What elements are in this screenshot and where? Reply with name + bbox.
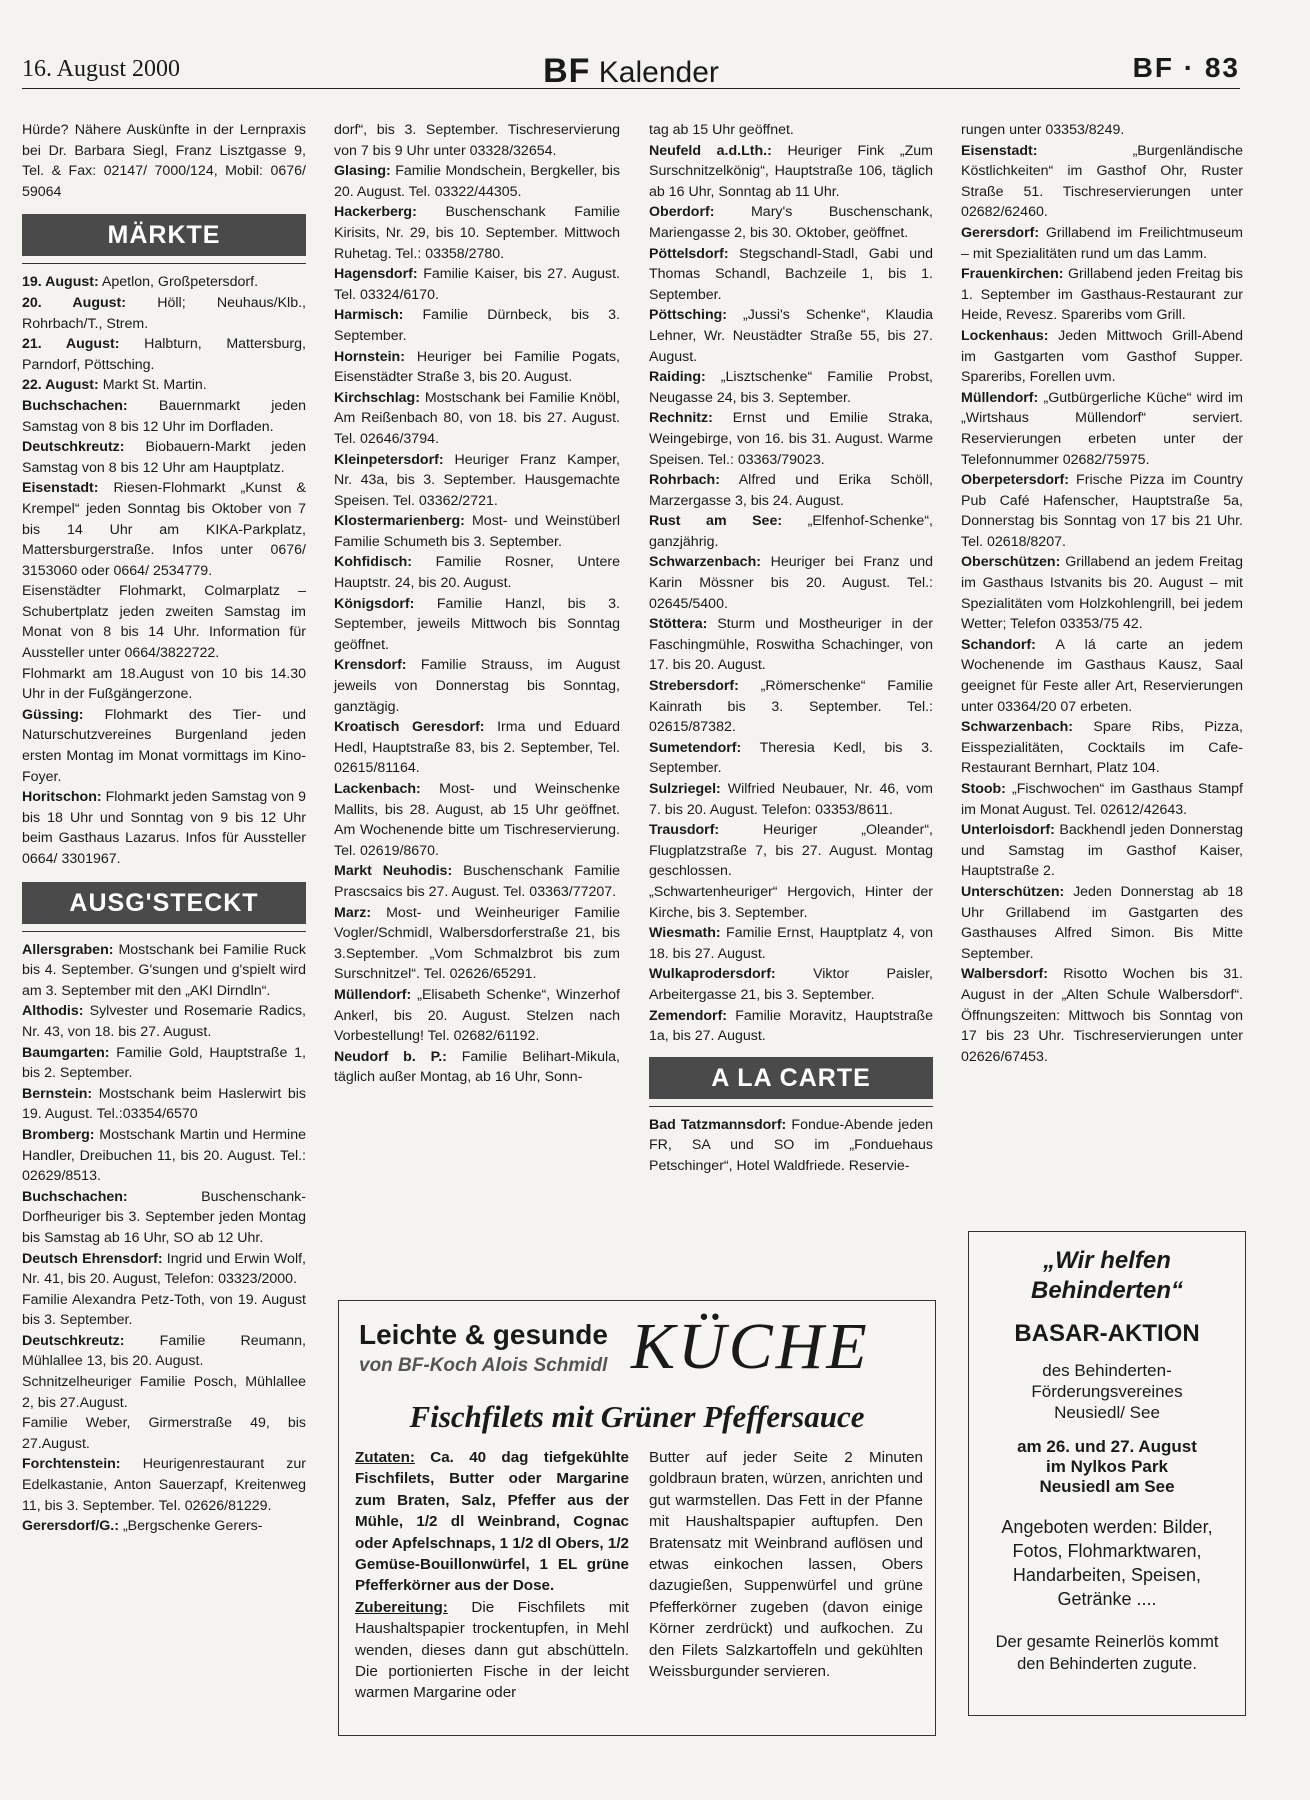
listing-entry (334, 861, 620, 902)
listing-text: Mostschank bei Familie Knöbl, Am Reißenbach 80, von 18. bis 27. August. Tel. 02646/3794. (334, 389, 620, 447)
recipe-heading: Leichte & gesunde (359, 1319, 608, 1350)
listing-text: Flohmarkt am 18.August von 10 bis 14.30 Uhr in der Fußgängerzone. (22, 665, 306, 703)
listing-text: rungen unter 03353/8249. (961, 122, 1125, 138)
listing-entry (961, 264, 1243, 326)
listing-text: Most- und Weinschenke Mallits, bis 28. August, ab 15 Uhr geöffnet. Am Wochenende bitte um Tischreservierung. Tel. 02619/8670. (334, 781, 620, 859)
listing-text: „Gutbürgerliche Küche“ wird im „Wirtshaus Müllendorf“ serviert. Reservierungen erbeten unter der Telefonnummer 02682/75975. (961, 389, 1243, 468)
listing-text: Schnitzelheuriger Familie Posch, Mühlallee 2, bis 27.August. (22, 1374, 306, 1411)
listing-place: Deutschkreutz: (22, 1332, 125, 1349)
listing-place: Lackenbach: (334, 781, 421, 797)
listing-entry (22, 478, 306, 581)
section-title-maerkte: MÄRKTE (22, 214, 306, 256)
section-header-maerkte (22, 214, 306, 264)
listing-entry (22, 787, 306, 869)
listing-entry (961, 820, 1243, 882)
listing-place: Unterloisdorf: (961, 822, 1055, 839)
listing-place: Raiding: (649, 369, 706, 386)
listing-text: Apetlon, Großpetersdorf. (101, 274, 259, 291)
listing-place: Eisenstadt: (961, 142, 1038, 159)
listing-place: Bernstein: (22, 1085, 93, 1102)
listing-text: Halbturn, Mattersburg, Parndorf, Pöttsching. (22, 336, 306, 373)
listing-text: „Lisztschenke“ Familie Probst, Neugasse 24, bis 3. September. (649, 369, 933, 406)
basar-offer-line2: Fotos, Flohmarktwaren, (1012, 1541, 1202, 1561)
basar-organizer (969, 1360, 1245, 1423)
listing-entry (22, 1125, 306, 1187)
maerkte-list (22, 272, 306, 869)
listing-entry (649, 1115, 933, 1177)
basar-offer-line4: Getränke .... (1057, 1589, 1157, 1609)
listing-text: Flohmarkt des Tier- und Naturschutzvereines Burgenland jeden ersten Montag im Monat vormittags im Kino-Foyer. (22, 706, 306, 785)
listing-entry (22, 272, 306, 293)
listing-entry (22, 1084, 306, 1125)
listing-text: Heuriger bei Familie Pogats, Eisenstädter Straße 3, bis 20. August. (334, 348, 621, 386)
listing-text: „Jussi's Schenke“, Klaudia Lehner, Wr. Neustädter Straße 55, bis 27. August. (649, 307, 933, 365)
listing-text: Bauernmarkt jeden Samstag von 8 bis 12 Uhr im Dorfladen. (22, 397, 306, 435)
listing-place: 22. August: (22, 377, 99, 394)
listing-place: Stöttera: (649, 616, 708, 633)
listing-text: Heuriger Fink „Zum Surschnitzelkönig“, Hauptstraße 106, täglich ab 16 Uhr, Sonntag ab 11 Uhr. (649, 142, 933, 200)
basar-org-line2: Förderungsvereines (1031, 1382, 1183, 1401)
intro-text: Hürde? Nähere Auskünfte in der Lernpraxis bei Dr. Barbara Siegl, Franz Lisztgasse 9, Tel. & Fax: 02147/ 7000/124, Mobil: 0676/ 59064 (22, 122, 306, 200)
listing-text: Jeden Mittwoch Grill-Abend im Gastgarten vom Gasthof Supper. Spareribs, Forellen uvm. (961, 327, 1243, 386)
basar-location-1: im Nylkos Park (1046, 1457, 1168, 1476)
listing-entry (961, 141, 1243, 223)
section-title-a-la-carte: A LA CARTE (649, 1057, 933, 1099)
listing-text: Irma und Eduard Hedl, Hauptstraße 83, bis 2. September, Tel. 02615/81164. (334, 719, 620, 777)
listing-text: Fondue-Abende jeden FR, SA und SO im „Fonduehaus Petschinger“, Hotel Waldfriede. Reservie- (649, 1116, 933, 1174)
listing-text: Frische Pizza im Country Pub Café Hafenscher, Hauptstraße 5a, Donnerstag bis Sonntag von 17 bis 21 Uhr. Tel. 02618/8207. (961, 472, 1243, 550)
basar-org-line3: Neusiedl/ See (1054, 1403, 1160, 1422)
listing-entry (22, 1454, 306, 1516)
listing-entry (22, 1187, 306, 1249)
listing-text: Ingrid und Erwin Wolf, Nr. 41, bis 20. August, Telefon: 03323/2000. (22, 1250, 306, 1288)
listing-entry (334, 450, 620, 512)
listing-place: Hornstein: (334, 348, 405, 365)
listing-entry (961, 964, 1243, 1067)
issue-date: 16. August 2000 (22, 56, 181, 82)
recipe-ingredients (355, 1447, 629, 1597)
listing-text: Mostschank Martin und Hermine Handler, Dreibuchen 11, bis 20. August. Tel.: 02629/8513. (22, 1126, 306, 1185)
listing-entry (961, 120, 1243, 141)
listing-text: Risotto Wochen bis 31. August in der „Alten Schule Walbersdorf“. Öffnungszeiten: Mittwoch bis Sonntag von 17 bis 23 Uhr. Tischreservierungen unter 02626/67453. (961, 966, 1243, 1065)
listing-entry (649, 511, 933, 552)
listing-text: Familie Kaiser, bis 27. August. Tel. 03324/6170. (334, 266, 620, 303)
listing-text: „Schwartenheuriger“ Hergovich, Hinter der Kirche, bis 3. September. (649, 883, 933, 921)
listing-entry (334, 903, 620, 985)
listing-entry (22, 940, 306, 1002)
listing-place: Schwarzenbach: (961, 719, 1073, 736)
recipe-preparation (355, 1597, 629, 1704)
listing-text: Familie Moravitz, Hauptstraße 1a, bis 27. August. (649, 1007, 933, 1045)
listing-place: Kroatisch Geresdorf: (334, 719, 485, 736)
listing-entry (22, 1290, 306, 1331)
listing-place: Müllendorf: (961, 389, 1039, 406)
listing-text: Familie Gold, Hauptstraße 1, bis 2. September. (22, 1044, 306, 1082)
listing-text: Familie Weber, Girmerstraße 49, bis 27.August. (22, 1415, 306, 1452)
preparation-text: Die Fischfilets mit Haushaltspapier trockentupfen, in Mehl wenden, dieses dann gut abschütteln. Die portionierten Fische in der leicht warmen Margarine oder (355, 1598, 629, 1702)
title-logo: BF (543, 52, 591, 90)
listing-place: 20. August: (22, 294, 127, 311)
basar-headline-line1: „Wir helfen (1043, 1247, 1171, 1274)
listing-entry (22, 581, 306, 663)
listing-place: Pöttelsdorf: (649, 245, 729, 262)
listing-place: Wulkaprodersdorf: (649, 966, 776, 983)
listing-entry (649, 820, 933, 882)
listing-entry (334, 1047, 620, 1088)
preparation-label: Zubereitung: (355, 1598, 448, 1616)
listing-text: Markt St. Martin. (102, 377, 207, 394)
listing-text: Most- und Weinstüberl Familie Schumeth bis 3. September. (334, 513, 620, 550)
listing-place: Glasing: (334, 163, 391, 180)
listing-text: Riesen-Flohmarkt „Kunst & Krempel“ jeden Sonntag bis Oktober von 7 bis 14 Uhr am KIKA-Parkplatz, Mattersburgerstraße. Infos unter 0676/ 3153060 oder 0664/ 2534779. (22, 480, 306, 579)
listing-place: Müllendorf: (334, 986, 412, 1003)
listing-text: A lá carte an jedem Wochenende im Gasthaus Kausz, Saal geeignet für Feste aller Art, Reservierungen unter 03364/20 07 erbeten. (961, 636, 1243, 715)
section-rule (22, 931, 306, 932)
recipe-box (338, 1300, 936, 1736)
listing-text: „Elfenhof-Schenke“, ganzjährig. (649, 513, 933, 550)
listing-text: Grillabend jeden Freitag bis 1. September im Gasthaus-Restaurant zur Heide, Revesz. Spareribs vom Grill. (961, 266, 1244, 324)
listing-entry (649, 305, 933, 367)
listing-text: Flohmarkt jeden Samstag von 9 bis 18 Uhr und Sonntag von 9 bis 12 Uhr beim Gasthaus Lazarus. Infos für Aussteller 0664/ 3301967. (22, 789, 306, 867)
listing-entry (649, 367, 933, 408)
listing-entry (334, 655, 620, 717)
listing-text: „Elisabeth Schenke“, Winzerhof Ankerl, bis 20. August. Stelzen nach Vorbestellung! Tel. 02682/61192. (334, 986, 620, 1045)
listing-text: Jeden Donnerstag ab 18 Uhr Grillabend im Gastgarten des Gasthauses Alfred Simon. Bis Mitte September. (961, 883, 1243, 962)
listing-place: Bad Tatzmannsdorf: (649, 1116, 787, 1133)
listing-place: Rust am See: (649, 513, 783, 530)
basar-ad-box (968, 1231, 1246, 1716)
listing-place: Lockenhaus: (961, 327, 1049, 344)
basar-title: BASAR-AKTION (1014, 1320, 1200, 1347)
listing-place: Marz: (334, 904, 372, 921)
listing-place: Deutsch Ehrensdorf: (22, 1250, 163, 1267)
listing-place: Forchtenstein: (22, 1456, 121, 1473)
listing-place: Unterschützen: (961, 883, 1065, 900)
column-3 (649, 120, 933, 1177)
listing-entry (649, 408, 933, 470)
column-2 (334, 120, 620, 1088)
listing-entry (961, 635, 1243, 717)
listing-entry (961, 779, 1243, 820)
listing-place: Stoob: (961, 781, 1006, 797)
listing-entry (22, 1043, 306, 1084)
listing-place: Althodis: (22, 1003, 84, 1020)
basar-offer-line1: Angeboten werden: Bilder, (1001, 1517, 1213, 1537)
listing-place: Neufeld a.d.Lth.: (649, 142, 772, 159)
listing-entry (22, 437, 306, 478)
listing-entry (649, 676, 933, 738)
listing-entry (22, 1249, 306, 1290)
listing-text: Grillabend im Freilichtmuseum – mit Spezialitäten rund um das Lamm. (961, 224, 1243, 262)
listing-place: Oberpetersdorf: (961, 472, 1069, 489)
listing-text: Buschenschank-Dorfheuriger bis 3. September jeden Montag bis Samstag ab 16 Uhr, SO ab 12 Uhr. (22, 1188, 306, 1246)
listing-text: Familie Belihart-Mikula, täglich außer Montag, ab 16 Uhr, Sonn- (334, 1048, 620, 1086)
listing-place: Krensdorf: (334, 657, 407, 674)
listing-entry (961, 326, 1243, 388)
listing-text: Ernst und Emilie Straka, Weingebirge, von 16. bis 31. August. Warme Speisen. Tel.: 03363/79023. (649, 410, 933, 468)
listing-entry (22, 293, 306, 334)
listing-entry (649, 614, 933, 676)
listing-place: 21. August: (22, 336, 120, 353)
ausgsteckt-list-cont-2 (649, 120, 933, 1047)
basar-date: am 26. und 27. August (1017, 1437, 1197, 1456)
listing-entry (334, 717, 620, 779)
listing-place: Deutschkreutz: (22, 439, 125, 456)
listing-text: dorf“, bis 3. September. Tischreservierung von 7 bis 9 Uhr unter 03328/32654. (334, 122, 620, 159)
listing-entry (22, 1001, 306, 1042)
listing-text: Sturm und Mostheuriger in der Faschingmühle, Roswitha Schachinger, von 17. bis 20. August. (649, 616, 933, 674)
listing-place: Kleinpetersdorf: (334, 451, 444, 468)
listing-place: Strebersdorf: (649, 678, 739, 695)
listing-text: Familie Hanzl, bis 3. September, jeweils Mittwoch bis Sonntag geöffnet. (334, 595, 620, 653)
listing-entry (22, 1516, 306, 1537)
listing-place: Trausdorf: (649, 822, 720, 839)
listing-place: Horitschon: (22, 789, 102, 806)
listing-place: Kirchschlag: (334, 389, 420, 406)
ingredients-label: Zutaten: (355, 1449, 415, 1466)
listing-place: Allersgraben: (22, 941, 114, 958)
listing-place: Baumgarten: (22, 1044, 110, 1061)
recipe-left-column (355, 1447, 629, 1704)
section-title (22, 52, 1240, 91)
listing-place: Eisenstadt: (22, 480, 99, 497)
listing-text: Buschenschank Familie Prascsaics bis 27. August. Tel. 03363/77207. (334, 863, 620, 900)
listing-place: Kohfidisch: (334, 554, 413, 571)
listing-entry (334, 305, 620, 346)
listing-text: Familie Dürnbeck, bis 3. September. (334, 307, 620, 344)
listing-entry (649, 923, 933, 964)
listing-place: Gerersdorf/G.: (22, 1518, 119, 1535)
listing-text: „Burgenländische Köstlichkeiten“ im Gasthof Ohr, Ruster Straße 51. Tischreservierungen unter 02682/62460. (961, 142, 1243, 221)
listing-entry (334, 161, 620, 202)
listing-entry (961, 552, 1243, 634)
listing-text: Spare Ribs, Pizza, Eisspezialitäten, Cocktails im Cafe-Restaurant Bernhart, Platz 104. (961, 719, 1243, 777)
listing-text: Mostschank bei Familie Ruck bis 4. September. G'sungen und g'spielt wird am 3. September mit den „AKI Dirndln“. (22, 941, 306, 999)
listing-entry (649, 552, 933, 614)
listing-place: Neudorf b. P.: (334, 1048, 447, 1065)
listing-place: 19. August: (22, 274, 99, 291)
basar-offer (969, 1515, 1245, 1611)
listing-place: Bromberg: (22, 1126, 95, 1143)
page-header (22, 52, 1240, 89)
listing-text: „Bergschenke Gerers- (122, 1518, 263, 1535)
listing-text: Viktor Paisler, Arbeitergasse 21, bis 3. September. (649, 966, 933, 1003)
listing-text: Wilfried Neubauer, Nr. 46, vom 7. bis 20. August. Telefon: 03353/8611. (649, 781, 933, 818)
listing-entry (649, 141, 933, 203)
listing-entry (22, 664, 306, 705)
listing-entry (22, 396, 306, 437)
listing-entry (961, 717, 1243, 779)
listing-place: Sulzriegel: (649, 781, 721, 797)
recipe-author: von BF-Koch Alois Schmidl (359, 1355, 608, 1376)
listing-entry (334, 347, 620, 388)
listing-entry (649, 120, 933, 141)
listing-place: Pöttsching: (649, 307, 728, 324)
section-header-a-la-carte (649, 1057, 933, 1107)
listing-text: Eisenstädter Flohmarkt, Colmarplatz – Schubertplatz jeden zweiten Samstag im Monat von 8 bis 14 Uhr. Information für Aussteller unter 0664/3822722. (22, 583, 306, 662)
listing-entry (649, 202, 933, 243)
listing-text: Familie Alexandra Petz-Toth, von 19. August bis 3. September. (22, 1291, 306, 1329)
column-4 (961, 120, 1243, 1067)
recipe-big-title: KÜCHE (631, 1310, 870, 1383)
listing-entry (961, 388, 1243, 470)
listing-place: Buchschachen: (22, 1188, 128, 1205)
a-la-carte-list-cont (961, 120, 1243, 1067)
listing-entry (649, 964, 933, 1005)
preparation-text-cont: Butter auf jeder Seite 2 Minuten goldbraun braten, würzen, anrichten und gut warmstellen. Das Fett in der Pfanne mit Haushaltspapier auftupfen. Den Bratensatz mit Weinbrand auflösen und etwas einkochen lassen, Obers dazugießen, Suppenwürfel und grüne Pfefferkörner zugeben (davon einige Körner zerdrückt) und aufkochen. Zu den Filets Salzkartoffeln und gekühlten Weissburgunder servieren. (649, 1449, 923, 1681)
listing-text: Mostschank beim Haslerwirt bis 19. August. Tel.:03354/6570 (22, 1085, 306, 1123)
listing-entry (961, 470, 1243, 552)
recipe-right-column (649, 1447, 923, 1682)
listing-text: „Fischwochen“ im Gasthaus Stampf im Monat August. Tel. 02612/42643. (961, 781, 1243, 818)
listing-text: tag ab 15 Uhr geöffnet. (649, 122, 794, 138)
listing-entry (334, 120, 620, 161)
listing-place: Gerersdorf: (961, 224, 1040, 241)
listing-place: Schwarzenbach: (649, 554, 761, 571)
listing-text: Familie Strauss, im August jeweils von Donnerstag bis Sonntag, ganztägig. (334, 657, 620, 715)
listing-place: Oberdorf: (649, 204, 715, 221)
listing-entry (334, 511, 620, 552)
listing-place: Rohrbach: (649, 472, 720, 489)
basar-headline-line2: Behinderten“ (1030, 1277, 1183, 1304)
listing-text: Most- und Weinheuriger Familie Vogler/Schmidl, Walbersdorferstraße 21, bis 3.September. „Vom Schmalzbrot bis zum Surschnitzel“. Tel. 02626/65291. (334, 904, 620, 983)
listing-place: Hagensdorf: (334, 266, 418, 283)
listing-entry (334, 779, 620, 861)
listing-entry (334, 264, 620, 305)
basar-footer-line1: Der gesamte Reinerlös kommt (995, 1633, 1219, 1651)
listing-entry (334, 985, 620, 1047)
listing-entry (22, 1331, 306, 1372)
listing-entry (334, 552, 620, 593)
listing-place: Güssing: (22, 706, 84, 723)
listing-place: Wiesmath: (649, 925, 721, 942)
basar-footer (969, 1631, 1245, 1675)
listing-text: Biobauern-Markt jeden Samstag von 8 bis 12 Uhr am Hauptplatz. (22, 439, 306, 476)
listing-text: Backhendl jeden Donnerstag und Samstag im Gasthof Kaiser, Hauptstraße 2. (961, 822, 1243, 880)
listing-place: Hackerberg: (334, 204, 417, 221)
listing-text: Stegschandl-Stadl, Gabi und Thomas Schandl, Bachzeile 1, bis 1. September. (649, 245, 933, 303)
title-text: Kalender (598, 56, 719, 89)
listing-text: Familie Mondschein, Bergkeller, bis 20. August. Tel. 03322/44305. (334, 163, 620, 200)
listing-place: Markt Neuhodis: (334, 863, 453, 880)
listing-text: Heuriger bei Franz und Karin Mössner bis 20. August. Tel.: 02645/5400. (649, 554, 933, 612)
listing-place: Sumetendorf: (649, 739, 742, 756)
listing-entry (334, 202, 620, 264)
basar-location-2: Neusiedl am See (1039, 1477, 1175, 1496)
listing-text: Alfred und Erika Schöll, Marzergasse 3, bis 24. August. (649, 472, 933, 509)
recipe-dish-name: Fischfilets mit Grüner Pfeffersauce (409, 1399, 865, 1434)
listing-entry (649, 470, 933, 511)
section-rule (22, 263, 306, 264)
basar-headline (969, 1246, 1245, 1306)
listing-text: Grillabend an jedem Freitag im Gasthaus Istvanits bis 20. August – mit Spezialitäten vom Holzkohlengrill, bei jedem Wetter; Telefon 03353/75 42. (961, 554, 1243, 633)
listing-place: Rechnitz: (649, 410, 713, 427)
listing-entry (22, 1413, 306, 1454)
listing-place: Frauenkirchen: (961, 266, 1064, 283)
listing-text: Mary's Buschenschank, Mariengasse 2, bis 30. Oktober, geöffnet. (649, 204, 933, 241)
listing-entry (649, 738, 933, 779)
listing-text: „Römerschenke“ Familie Kainrath bis 3. September. Tel.: 02615/87382. (649, 678, 933, 736)
a-la-carte-list (649, 1115, 933, 1177)
listing-text: Familie Ernst, Hauptplatz 4, von 18. bis 27. August. (649, 925, 933, 962)
basar-org-line1: des Behinderten- (1042, 1361, 1172, 1380)
basar-date-location (969, 1437, 1245, 1497)
listing-entry (649, 779, 933, 820)
listing-text: Sylvester und Rosemarie Radics, Nr. 43, von 18. bis 27. August. (22, 1003, 306, 1040)
ausgsteckt-list-cont (334, 120, 620, 1088)
page-number: BF · 83 (1132, 52, 1240, 83)
section-rule (649, 1106, 933, 1107)
basar-footer-line2: den Behinderten zugute. (1017, 1655, 1197, 1673)
listing-entry (22, 334, 306, 375)
listing-text: Heuriger Franz Kamper, Nr. 43a, bis 3. September. Hausgemachte Speisen. Tel. 03362/2721. (334, 451, 620, 509)
listing-place: Königsdorf: (334, 595, 415, 612)
listing-text: Theresia Kedl, bis 3. September. (649, 739, 933, 777)
listing-entry (649, 244, 933, 306)
listing-text: Heurigenrestaurant zur Edelkastanie, Anton Sauerzapf, Kreitenweg 11, bis 3. September. Tel. 02626/81229. (22, 1456, 306, 1514)
ingredients-text: Ca. 40 dag tiefgekühlte Fischfilets, Butter oder Margarine zum Braten, Salz, Pfeffer aus der Mühle, 1/2 dl Weinbrand, Cognac oder Apfelschnaps, 1 1/2 dl Obers, 1/2 Gemüse-Bouillonwürfel, 1 EL grüne Pfefferkörner aus der Dose. (355, 1449, 629, 1595)
listing-place: Zemendorf: (649, 1007, 728, 1024)
listing-text: Höll; Neuhaus/Klb., Rohrbach/T., Strem. (22, 294, 306, 332)
listing-text: Familie Reumann, Mühlallee 13, bis 20. August. (22, 1332, 306, 1370)
listing-entry (334, 388, 620, 450)
listing-text: Familie Rosner, Untere Hauptstr. 24, bis 20. August. (334, 554, 620, 592)
listing-entry (22, 1372, 306, 1413)
listing-entry (649, 1006, 933, 1047)
listing-place: Harmisch: (334, 307, 404, 324)
listing-entry (649, 882, 933, 923)
listing-place: Walbersdorf: (961, 966, 1048, 983)
ausgsteckt-list (22, 940, 306, 1537)
listing-entry (961, 882, 1243, 964)
listing-place: Oberschützen: (961, 554, 1061, 571)
listing-place: Schandorf: (961, 636, 1036, 653)
listing-place: Klostermarienberg: (334, 513, 465, 530)
listing-entry (22, 375, 306, 396)
listing-entry (22, 705, 306, 787)
listing-text: Heuriger „Oleander“, Flugplatzstraße 7, bis 27. August. Montag geschlossen. (649, 822, 933, 880)
listing-entry (961, 223, 1243, 264)
basar-offer-line3: Handarbeiten, Speisen, (1012, 1565, 1202, 1585)
listing-place: Buchschachen: (22, 397, 128, 414)
section-title-ausgsteckt: AUSG'STECKT (22, 882, 306, 924)
listing-entry (334, 594, 620, 656)
listing-text: Buschenschank Familie Kirisits, Nr. 29, bis 10. September. Mittwoch Ruhetag. Tel.: 03358/2780. (334, 204, 620, 262)
section-header-ausgsteckt (22, 882, 306, 932)
column-1 (22, 120, 306, 1537)
